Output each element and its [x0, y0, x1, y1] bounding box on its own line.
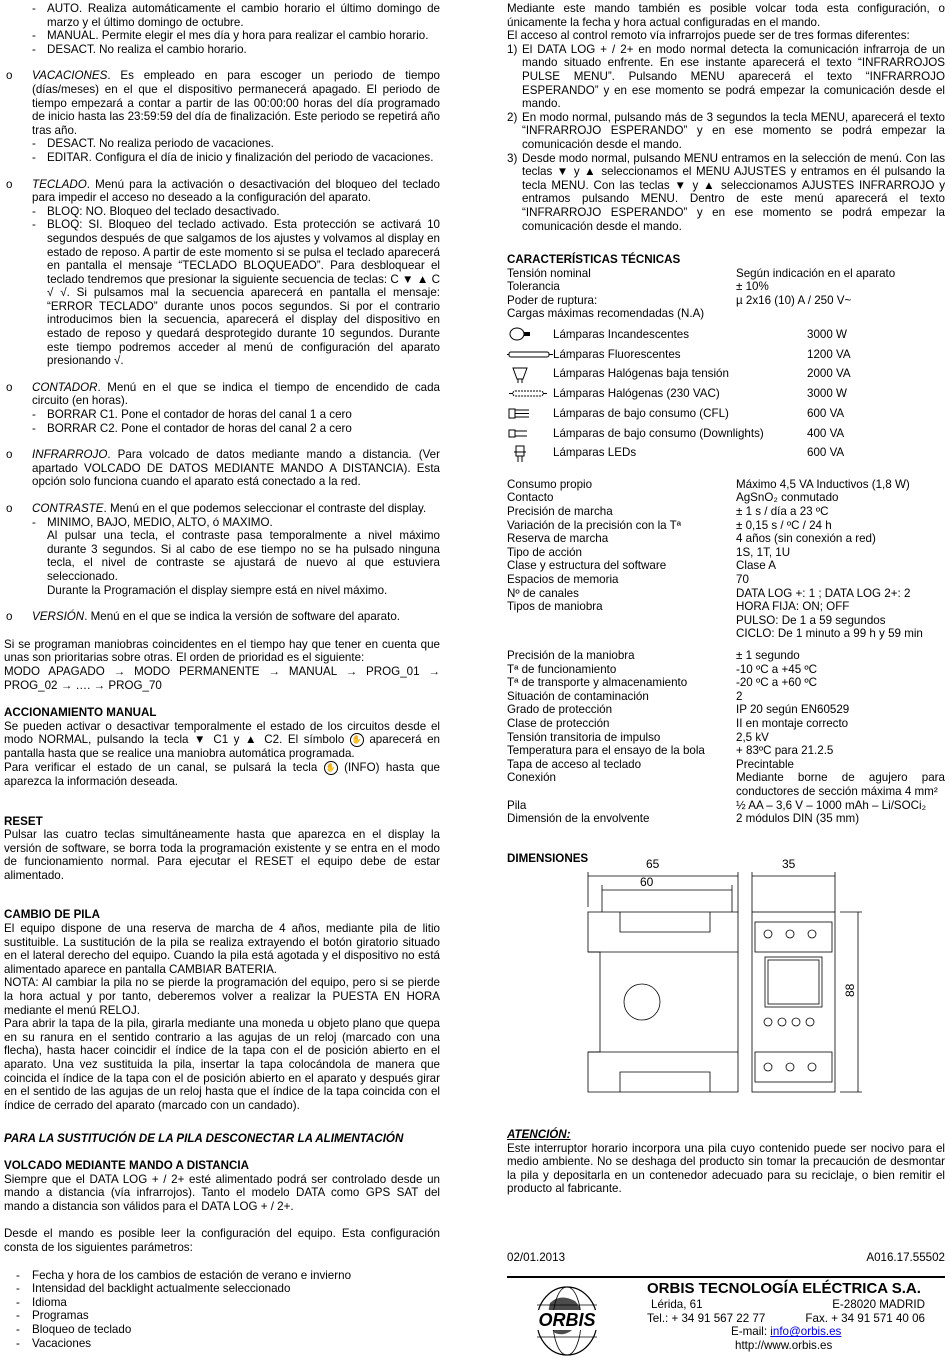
footer-divider — [507, 1276, 945, 1278]
menu-teclado: o TECLADO. Menú para la activación o desactivación del bloqueo del teclado para impedir el acceso no deseado a la configuración del aparato. - BLOQ: NO. Bloqueo del teclado desactivado. - BLOQ: SI. Bloqueo del teclado activado. Esta protección se activará 10 segundos después de que salgamos de los ajustes y volvamos al display en estado de reposo. A partir de este momento si se pulsa el teclado aparecerá en pantalla el mensaje “TECLADO BLOQUEADO”. Para desbloquear el teclado tendremos que presionar la siguiente secuencia de teclas: C ▼ ▲ C √ √. Si pulsamos mal la secuencia aparecerá en pantalla el mensaje: “ERROR TECLADO” durante unos pocos segundos. Si por el contrario introducimos bien la secuencia, aparecerá el display del dispositivo en estado de reposo y quedará desprotegido durante 10 segundos. Durante este tiempo podremos acceder al menú de configuración del aparato presionando √. — [6, 177, 440, 368]
volcado-p2: Desde el mando es posible leer la configuración del equipo. Esta configuración consta de los siguientes parámetros: — [4, 1227, 440, 1254]
lamp-row: Lámparas de bajo consumo (Downlights) 400 VA — [507, 424, 945, 444]
pila-heading: CAMBIO DE PILA — [4, 908, 100, 922]
intro-text: Mediante este mando también es posible volcar toda esta configuración, o únicamente la fecha y hora actual configuradas en el mando. — [507, 2, 945, 29]
spec-row: Tipos de maniobra HORA FIJA: ON; OFF — [507, 600, 850, 614]
spec-row: Tolerancia ± 10% — [507, 280, 769, 294]
right-column — [507, 2, 945, 865]
spec-row: Tapa de acceso al teclado Precintable — [507, 757, 795, 771]
spec-row: Grado de protección IP 20 según EN60529 — [507, 703, 850, 717]
list-item: - Programas — [16, 1309, 89, 1323]
spec-row: Temperatura para el ensayo de la bola + 83ºC para 21.2.5 — [507, 744, 834, 758]
atencion-title: ATENCIÓN: — [507, 1128, 571, 1141]
bullet-icon: o — [6, 448, 13, 462]
halogen-low-voltage-icon — [507, 365, 553, 384]
tech-heading: CARACTERÍSTICAS TÉCNICAS — [507, 253, 681, 267]
accionamiento-text: Se pueden activar o desactivar temporalmente el estado de los circuitos desde el modo NORMAL, pulsando la tecla ▼ C1 y ▲ C2. El símbolo ✋ aparecerá en pantalla hasta que se realice una maniobra automática programada. — [4, 719, 440, 761]
spec-row: Variación de la precisión con la Tª ± 0,15 s / ºC / 24 h — [507, 518, 832, 532]
spec-row: Contacto AgSnO₂ conmutado — [507, 491, 839, 505]
left-column — [4, 2, 440, 1350]
priority-text: Si se programan maniobras coincidentes en el tiempo hay que tener en cuenta que unas son prioritarias sobre otras. El orden de prioridad es el siguiente: — [4, 637, 440, 665]
lamps-table — [507, 325, 945, 463]
spec-row: Tª de funcionamiento -10 ºC a +45 ºC — [507, 662, 817, 676]
company-city: E-28020 MADRID — [832, 1298, 925, 1311]
web-url[interactable]: http://www.orbis.es — [735, 1338, 833, 1352]
step-item: 2) En modo normal, pulsando más de 3 segundos la tecla MENU, aparecerá el texto “INFRARROJO ESPERANDO” y en ese momento se podrá empezar la comunicación desde el mando. — [507, 110, 945, 151]
company-tel: Tel.: + 34 91 567 22 77 — [647, 1311, 766, 1325]
bullet-icon: o — [6, 502, 13, 515]
list-item: - Vacaciones — [16, 1336, 92, 1350]
list-item: - Idioma — [16, 1295, 67, 1309]
volcado-heading: VOLCADO MEDIANTE MANDO A DISTANCIA — [4, 1158, 249, 1172]
lamp-row: Lámparas Halógenas baja tensión 2000 VA — [507, 364, 945, 384]
orbis-logo-icon — [520, 1283, 615, 1358]
spec-row: CICLO: De 1 minuto a 99 h y 59 min — [736, 627, 923, 641]
lamp-row: Lámparas Incandescentes 3000 W — [507, 325, 945, 345]
list-item: - Fecha y hora de los cambios de estación de verano e invierno — [16, 1268, 352, 1282]
dst-options — [4, 2, 440, 56]
spec-row: Tª de transporte y almacenamiento -20 ºC a +60 ºC — [507, 676, 817, 690]
lamp-row: Lámparas Fluorescentes 1200 VA — [507, 345, 945, 365]
spec-row: Clase de protección II en montaje correcto — [507, 716, 849, 730]
dim-65-label: 65 — [646, 857, 660, 871]
spec-row: Poder de ruptura: µ 2x16 (10) A / 250 V~ — [507, 293, 852, 307]
battery-warning: PARA LA SUSTITUCIÓN DE LA PILA DESCONECTAR LA ALIMENTACIÓN — [4, 1132, 404, 1146]
accionamiento-info: Para verificar el estado de un canal, se pulsará la tecla ✋ (INFO) hasta que aparezca la información deseada. — [4, 760, 440, 788]
fluorescent-tube-icon — [507, 345, 553, 364]
step-item: 3) Desde modo normal, pulsando MENU entramos en la selección de menú. Con las teclas ▼ y ▲ seleccionamos el MENU AJUSTES y entramos en él pulsando la tecla MENU. Con las teclas ▼ y ▲ seleccionamos AJUSTES INFRARROJO y entramos pulsando MENU. Dentro de este menú aparecerá el texto “INFRARROJO ESPERANDO” y en ese momento se podrá empezar la comunicación desde el mando. — [507, 151, 945, 233]
manual-symbol-icon: ✋ — [350, 733, 364, 747]
menu-version: o VERSIÓN. Menú en el que se indica la versión de software del aparato. — [6, 610, 400, 624]
doc-date: 02/01.2013 — [507, 1251, 566, 1264]
spec-row: Tipo de acción 1S, 1T, 1U — [507, 545, 791, 559]
dim-88-label: 88 — [843, 983, 857, 997]
lamp-row: Lámparas LEDs 600 VA — [507, 443, 945, 463]
bullet-icon: o — [6, 177, 13, 191]
info-key-icon: ✋ — [324, 761, 338, 775]
led-lamp-icon — [507, 444, 553, 463]
dash-item: - AUTO. Realiza automáticamente el cambio horario el último domingo de marzo y el último domingo de octubre. — [32, 2, 440, 29]
lamp-row: Lámparas Halógenas (230 VAC) 3000 W — [507, 384, 945, 404]
dimensions-drawing — [560, 852, 870, 1112]
spec-row: Clase y estructura del software Clase A — [507, 559, 776, 573]
dimensiones-heading: DIMENSIONES — [507, 851, 589, 865]
company-street: Lérida, 61 — [651, 1298, 703, 1311]
spec-row: Pila ½ AA – 3,6 V – 1000 mAh – Li/SOCi₂ — [507, 798, 927, 812]
menu-infrarrojo: o INFRARROJO. Para volcado de datos mediante mando a distancia. (Ver apartado VOLCADO DE DATOS MEDIANTE MANDO A DISTANCIA). Esta opción solo funciona cuando el aparato está conectado a la red. — [6, 448, 440, 489]
incandescent-bulb-icon — [507, 325, 553, 344]
company-name: ORBIS TECNOLOGÍA ELÉCTRICA S.A. — [647, 1280, 921, 1297]
company-fax: Fax. + 34 91 571 40 06 — [805, 1311, 925, 1325]
downlight-icon — [507, 424, 553, 443]
company-info — [647, 1280, 945, 1352]
spec-row: Situación de contaminación 2 — [507, 689, 743, 703]
spec-row: Nº de canales DATA LOG +: 1 ; DATA LOG 2+: 2 — [507, 586, 911, 600]
halogen-230v-icon — [507, 384, 553, 403]
config-list — [4, 1269, 440, 1351]
accionamiento-heading: ACCIONAMIENTO MANUAL — [4, 706, 157, 720]
specs-b — [507, 649, 945, 826]
volcado-p1: Siempre que el DATA LOG + / 2+ esté alimentado podrá ser controlado desde un mando a distancia (vía infrarrojos). Tanto el modelo DATA como GPS SAT del mando a distancia son válidos para el DATA LOG + / 2+. — [4, 1172, 440, 1213]
reset-text: Pulsar las cuatro teclas simultáneamente hasta que aparezca en el display la versión de software, se borra toda la programación existente y se entra en el modo de funcionamiento normal. Para ejecutar el RESET el equipo debe de estar alimentado. — [4, 828, 440, 882]
spec-row: Precisión de la maniobra ± 1 segundo — [507, 649, 800, 662]
spec-row: Conexión Mediante borne de agujero para conductores de sección máxima 4 mm² — [507, 771, 945, 798]
pila-note: NOTA: Al cambiar la pila no se pierde la programación del equipo, pero si se pierde la hora actual y por tanto, deberemos volver a realizar la PUESTA EN HORA mediante el menú RELOJ. — [4, 976, 440, 1017]
lamp-row: Lámparas de bajo consumo (CFL) 600 VA — [507, 404, 945, 424]
menu-vacaciones: o VACACIONES. Es empleado en para escoger un periodo de tiempo (días/meses) en el que el dispositivo permanecerá apagado. El periodo de tiempo empezará a contar a partir de las 00:00:00 horas del día programado de inicio hasta las 23:59:59 del día de finalización. Este periodo se repetirá año tras año. - DESACT. No realiza periodo de vacaciones. - EDITAR. Configura el día de inicio y finalización del periodo de vacaciones. — [6, 69, 440, 164]
intro-text-2: El acceso al control remoto vía infrarrojos puede ser de tres formas diferentes: — [507, 29, 910, 43]
dash-item: - MANUAL. Permite elegir el mes día y hora para realizar el cambio horario. — [32, 29, 429, 43]
spec-row: Consumo propio Máximo 4,5 VA Inductivos (1,8 W) — [507, 477, 910, 491]
specs-a — [507, 478, 945, 641]
bullet-icon: o — [6, 610, 13, 624]
dim-60-label: 60 — [640, 875, 654, 889]
step-item: 1) El DATA LOG + / 2+ en modo normal detecta la comunicación infrarroja de un mando situado enfrente. En ese instante aparecerá el texto “INFRARROJOS PULSE MENU”. Pulsando MENU aparecerá el texto “INFRARROJO ESPERANDO” y en ese momento se podrá empezar la comunicación desde el mando. — [507, 42, 945, 111]
list-item: - Bloqueo de teclado — [16, 1322, 132, 1336]
spec-row: Espacios de memoria 70 — [507, 573, 749, 587]
email-label: E-mail: — [731, 1325, 771, 1339]
doc-code: A016.17.55502 — [866, 1251, 945, 1264]
svg-text:ORBIS: ORBIS — [538, 1310, 596, 1330]
spec-row: Tensión transitoria de impulso 2,5 kV — [507, 730, 769, 744]
spec-row: Reserva de marcha 4 años (sin conexión a red) — [507, 532, 876, 546]
spec-row: Dimensión de la envolvente 2 módulos DIN (35 mm) — [507, 812, 860, 826]
cfl-lamp-icon — [507, 404, 553, 423]
email-link[interactable]: info@orbis.es — [770, 1325, 842, 1339]
bullet-icon: o — [6, 380, 13, 394]
bullet-icon: o — [6, 69, 13, 83]
reset-heading: RESET — [4, 814, 43, 828]
atencion-block — [507, 1128, 945, 1196]
dim-35-label: 35 — [782, 857, 796, 871]
atencion-text: Este interruptor horario incorpora una pila cuyo contenido puede ser nocivo para el medio ambiente. No se deshaga del producto sin tomar la precaución de desmontar la pila y depositarla en un contenedor adecuado para su reciclaje, o bien remitir el producto al fabricante. — [507, 1141, 945, 1196]
spec-row: Tensión nominal Según indicación en el aparato — [507, 266, 896, 280]
pila-p1: El equipo dispone de una reserva de marcha de 4 años, mediante pila de litio sustituible. La sustitución de la pila se realiza extrayendo el botón giratorio situado en el lateral derecho del equipo. Cuando la pila está agotada y el dispositivo no está alimentado aparece en pantalla CAMBIAR BATERIA. — [4, 922, 440, 976]
pila-p3: Para abrir la tapa de la pila, girarla mediante una moneda u objeto plano que quepa en su ranura en el sentido contrario a las agujas de un reloj (marcado con una flecha), hasta hacer coincidir el índice de la tapa con el de posición abierto en el aparato. Una vez sustituida la pila, insertar la tapa colocándola de manera que coincida el índice de la tapa con el de posición abierto en el aparato y después girar en el sentido de las agujas de un reloj hasta que el índice de la tapa coincida con el índice de cerrado del aparato (marcado con un candado). — [4, 1017, 440, 1112]
spec-row: Precisión de marcha ± 1 s / día a 23 ºC — [507, 505, 829, 519]
priority-order: MODO APAGADO → MODO PERMANENTE → MANUAL → PROG_01 → PROG_02 → …. → PROG_70 — [4, 664, 440, 692]
spec-row: PULSO: De 1 a 59 segundos — [736, 613, 886, 627]
menu-contraste: o CONTRASTE. Menú en el que podemos seleccionar el contraste del display. - MINIMO, BAJO, MEDIO, ALTO, ó MAXIMO. Al pulsar una tecla, el contraste pasa temporalmente a nivel máximo durante 3 segundos. Si al cabo de ese tiempo no se ha pulsado ninguna tecla, el nivel de contraste se ajustará de nuevo al que estuviera seleccionado. Durante la Programación el display siempre está en nivel máximo. — [6, 502, 440, 597]
menu-contador: o CONTADOR. Menú en el que se indica el tiempo de encendido de cada circuito (en horas). - BORRAR C1. Pone el contador de horas del canal 1 a cero - BORRAR C2. Pone el contador de horas del canal 2 a cero — [6, 380, 440, 435]
cargas-title: Cargas máximas recomendadas (N.A) — [507, 307, 705, 321]
dash-item: - DESACT. No realiza el cambio horario. — [32, 42, 247, 56]
list-item: - Intensidad del backlight actualmente seleccionado — [16, 1282, 291, 1296]
